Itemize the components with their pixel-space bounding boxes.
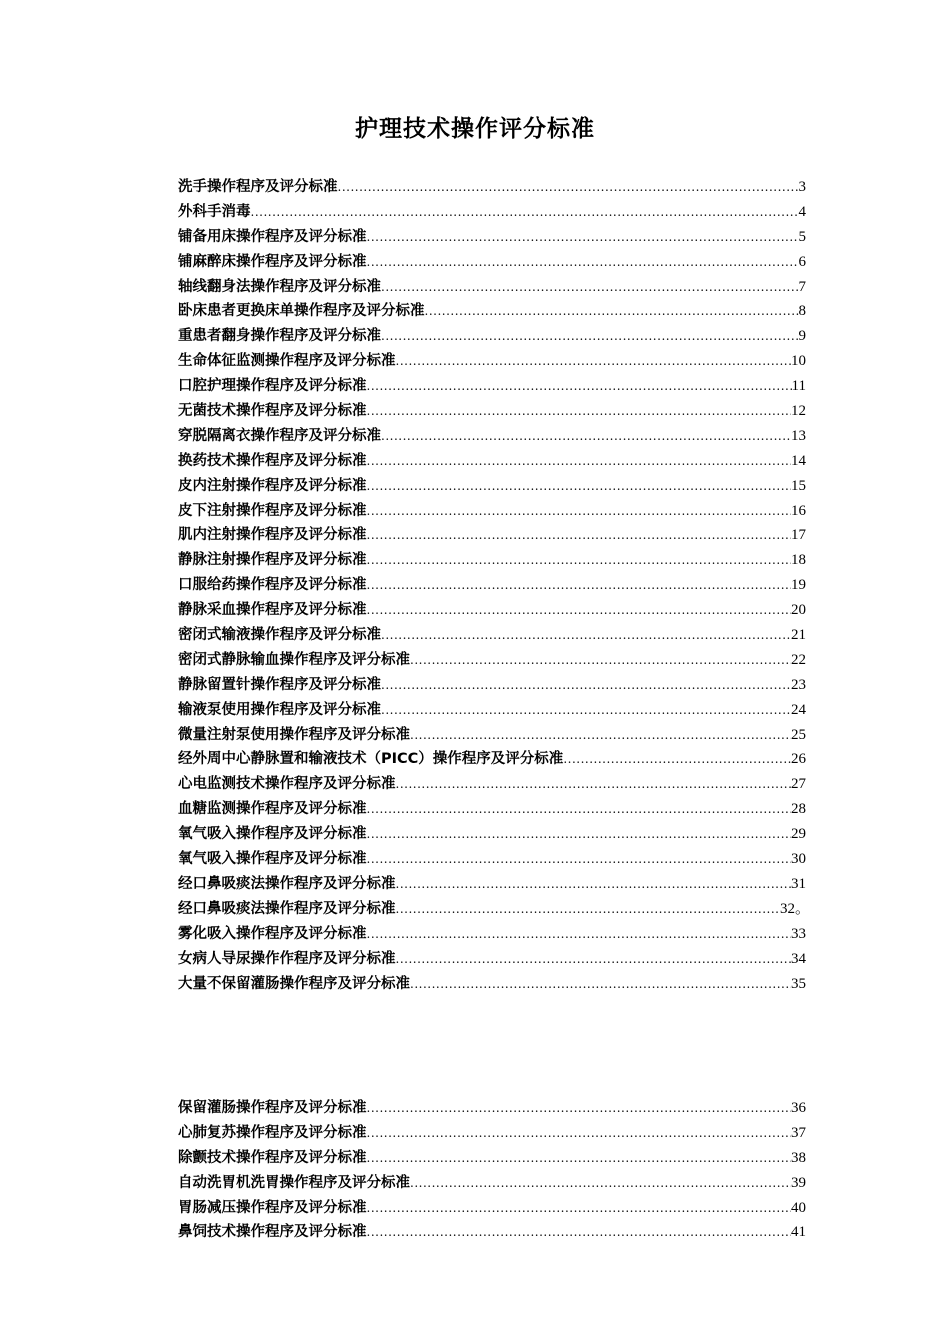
toc-dot-leader [381,324,799,349]
toc-entry-title: 口腔护理操作程序及评分标准 [178,378,367,395]
toc-dot-leader [367,922,792,947]
toc-entry-title: 女病人导尿操作作程序及评分标准 [178,950,396,967]
toc-dot-leader [367,598,792,623]
toc-entry[interactable] [178,523,806,548]
toc-dot-leader [367,1146,792,1171]
toc-entry-title: 无菌技术操作程序及评分标准 [178,403,367,420]
toc-page-number: 13 [791,427,806,444]
toc-dot-leader [410,648,791,673]
toc-page-number: 39 [791,1174,806,1191]
toc-entry-title: 轴线翻身法操作程序及评分标准 [178,278,381,295]
toc-entry[interactable] [178,1096,806,1121]
toc-entry[interactable] [178,275,806,300]
toc-page-number: 12 [791,403,806,420]
toc-page-number: 33 [791,925,806,942]
table-of-contents-part-1 [178,175,810,996]
toc-dot-leader [381,698,791,723]
toc-entry[interactable] [178,772,806,797]
toc-entry[interactable] [178,947,806,972]
toc-dot-leader [396,872,792,897]
toc-dot-leader [381,275,799,300]
toc-dot-leader [410,972,791,997]
page-title: 护理技术操作评分标准 [355,116,595,142]
toc-dot-leader [338,175,799,200]
toc-entry-title: 洗手操作程序及评分标准 [178,179,338,195]
toc-entry[interactable] [178,1220,806,1245]
toc-dot-leader [367,225,799,250]
toc-entry[interactable] [178,349,806,374]
toc-entry-title: 铺麻醉床操作程序及评分标准 [178,253,367,270]
toc-entry-title: 氧气吸入操作程序及评分标准 [178,826,367,843]
toc-page-number: 17 [791,527,806,544]
toc-page-number: 20 [791,602,806,619]
toc-entry[interactable] [178,723,806,748]
toc-entry-title: 心肺复苏操作程序及评分标准 [178,1124,367,1141]
toc-entry-title: 密闭式静脉输血操作程序及评分标准 [178,651,410,668]
toc-entry-title: 静脉留置针操作程序及评分标准 [178,676,381,693]
toc-entry[interactable] [178,797,806,822]
toc-entry[interactable] [178,847,806,872]
toc-page-number: 9 [798,328,806,345]
toc-dot-leader [410,723,791,748]
toc-page-number: 6 [798,253,806,270]
toc-page-number: 14 [791,452,806,469]
toc-entry[interactable] [178,474,806,499]
toc-entry-title: 肌内注射操作程序及评分标准 [178,527,367,544]
toc-page-number: 40 [791,1199,806,1216]
toc-dot-leader [367,573,792,598]
toc-entry[interactable] [178,972,806,997]
toc-entry-title: 皮内注射操作程序及评分标准 [178,477,367,494]
toc-page-number: 16 [791,502,806,519]
toc-page-number: 11 [791,378,806,395]
toc-page-number: 32。 [779,900,810,917]
toc-page-number: 29 [791,826,806,843]
toc-page-number: 5 [798,228,806,245]
toc-entry[interactable] [178,548,806,573]
toc-page-number: 18 [791,552,806,569]
toc-entry[interactable] [178,673,806,698]
toc-entry[interactable] [178,598,806,623]
toc-entry-title: 静脉注射操作程序及评分标准 [178,552,367,569]
toc-entry-title: 换药技术操作程序及评分标准 [178,452,367,469]
toc-page-number: 36 [791,1100,806,1116]
toc-entry[interactable] [178,324,806,349]
toc-entry[interactable] [178,922,806,947]
toc-dot-leader [381,424,791,449]
toc-page-number: 35 [791,975,806,992]
toc-page-number: 31 [791,875,806,892]
toc-entry-title: 皮下注射操作程序及评分标准 [178,502,367,519]
toc-entry-title: 密闭式输液操作程序及评分标准 [178,627,381,644]
toc-entry-title: 血糖监测操作程序及评分标准 [178,801,367,818]
toc-entry-title: 心电监测技术操作程序及评分标准 [178,776,396,793]
toc-entry-title: 大量不保留灌肠操作程序及评分标准 [178,975,410,992]
toc-page-number: 3 [798,179,806,195]
toc-entry[interactable] [178,1171,806,1196]
toc-dot-leader [396,897,778,922]
toc-dot-leader [367,847,792,872]
toc-dot-leader [367,797,792,822]
toc-dot-leader [367,523,792,548]
toc-entry[interactable] [178,623,806,648]
toc-page-number: 22 [791,651,806,668]
toc-page-number: 10 [791,353,806,370]
toc-entry[interactable] [178,573,806,598]
toc-page-number: 30 [791,851,806,868]
toc-dot-leader [410,1171,791,1196]
toc-dot-leader [396,349,792,374]
toc-page-number: 19 [791,577,806,594]
toc-entry[interactable] [178,1146,806,1171]
toc-dot-leader [367,1096,792,1121]
toc-page-number: 8 [798,303,806,320]
toc-page-number: 25 [791,726,806,743]
toc-dot-leader [381,623,791,648]
toc-entry-title: 雾化吸入操作程序及评分标准 [178,925,367,942]
toc-page-number: 27 [791,776,806,793]
toc-page-number: 37 [791,1124,806,1141]
toc-entry[interactable] [178,449,806,474]
toc-entry[interactable] [178,747,806,772]
toc-page-number: 24 [791,701,806,718]
toc-entry[interactable] [178,499,806,524]
toc-dot-leader [367,449,792,474]
toc-dot-leader [367,399,792,424]
toc-page-number: 34 [791,950,806,967]
toc-entry-title: 氧气吸入操作程序及评分标准 [178,851,367,868]
toc-entry-title: 除颤技术操作程序及评分标准 [178,1149,367,1166]
toc-entry[interactable] [178,822,806,847]
toc-dot-leader [381,673,791,698]
toc-entry[interactable] [178,250,806,275]
toc-entry[interactable] [178,175,806,200]
toc-entry-title: 输液泵使用操作程序及评分标准 [178,701,381,718]
toc-entry[interactable] [178,200,806,225]
toc-entry-title: 外科手消毒 [178,203,251,220]
toc-entry[interactable] [178,1121,806,1146]
toc-entry-title: 铺备用床操作程序及评分标准 [178,228,367,245]
toc-dot-leader [563,747,791,772]
toc-entry-title: 胃肠减压操作程序及评分标准 [178,1199,367,1216]
toc-dot-leader [367,474,792,499]
toc-entry[interactable] [178,698,806,723]
toc-entry[interactable] [178,225,806,250]
toc-dot-leader [367,1121,792,1146]
toc-dot-leader [367,499,792,524]
toc-entry-title: 鼻饲技术操作程序及评分标准 [178,1224,367,1241]
toc-entry[interactable] [178,648,806,673]
toc-entry-title: 静脉采血操作程序及评分标准 [178,602,367,619]
toc-dot-leader [367,1220,792,1245]
toc-entry[interactable] [178,897,810,922]
toc-entry-title: 自动洗胃机洗胃操作程序及评分标准 [178,1174,410,1191]
toc-entry[interactable] [178,399,806,424]
toc-dot-leader [396,772,792,797]
toc-dot-leader [251,200,799,225]
toc-entry[interactable] [178,872,806,897]
toc-entry-title: 保留灌肠操作程序及评分标准 [178,1100,367,1116]
toc-page-number: 21 [791,627,806,644]
toc-entry-title: 穿脱隔离衣操作程序及评分标准 [178,427,381,444]
toc-dot-leader [367,1196,792,1221]
toc-entry[interactable] [178,374,806,399]
toc-dot-leader [367,374,792,399]
toc-dot-leader [425,299,799,324]
toc-dot-leader [367,822,792,847]
toc-entry-title: 重患者翻身操作程序及评分标准 [178,328,381,345]
toc-dot-leader [367,548,792,573]
toc-entry-title: 生命体征监测操作程序及评分标准 [178,353,396,370]
toc-page-number: 4 [798,203,806,220]
toc-entry-title: 卧床患者更换床单操作程序及评分标准 [178,303,425,320]
toc-entry-title: 经口鼻吸痰法操作程序及评分标准 [178,900,396,917]
toc-page-number: 41 [791,1224,806,1241]
toc-entry-title: 口服给药操作程序及评分标准 [178,577,367,594]
toc-entry[interactable] [178,424,806,449]
table-of-contents-part-2 [178,1096,806,1245]
toc-entry-title: 微量注射泵使用操作程序及评分标准 [178,726,410,743]
toc-entry-title: 经外周中心静脉置和输液技术（PICC）操作程序及评分标准 [178,751,564,768]
toc-page-number: 38 [791,1149,806,1166]
toc-entry[interactable] [178,299,806,324]
toc-page-number: 23 [791,676,806,693]
toc-page-number: 26 [791,751,806,768]
toc-page-number: 7 [798,278,806,295]
toc-entry-title: 经口鼻吸痰法操作程序及评分标准 [178,875,396,892]
toc-page-number: 28 [791,801,806,818]
toc-entry[interactable] [178,1196,806,1221]
toc-page-number: 15 [791,477,806,494]
toc-dot-leader [367,250,799,275]
toc-dot-leader [396,947,792,972]
